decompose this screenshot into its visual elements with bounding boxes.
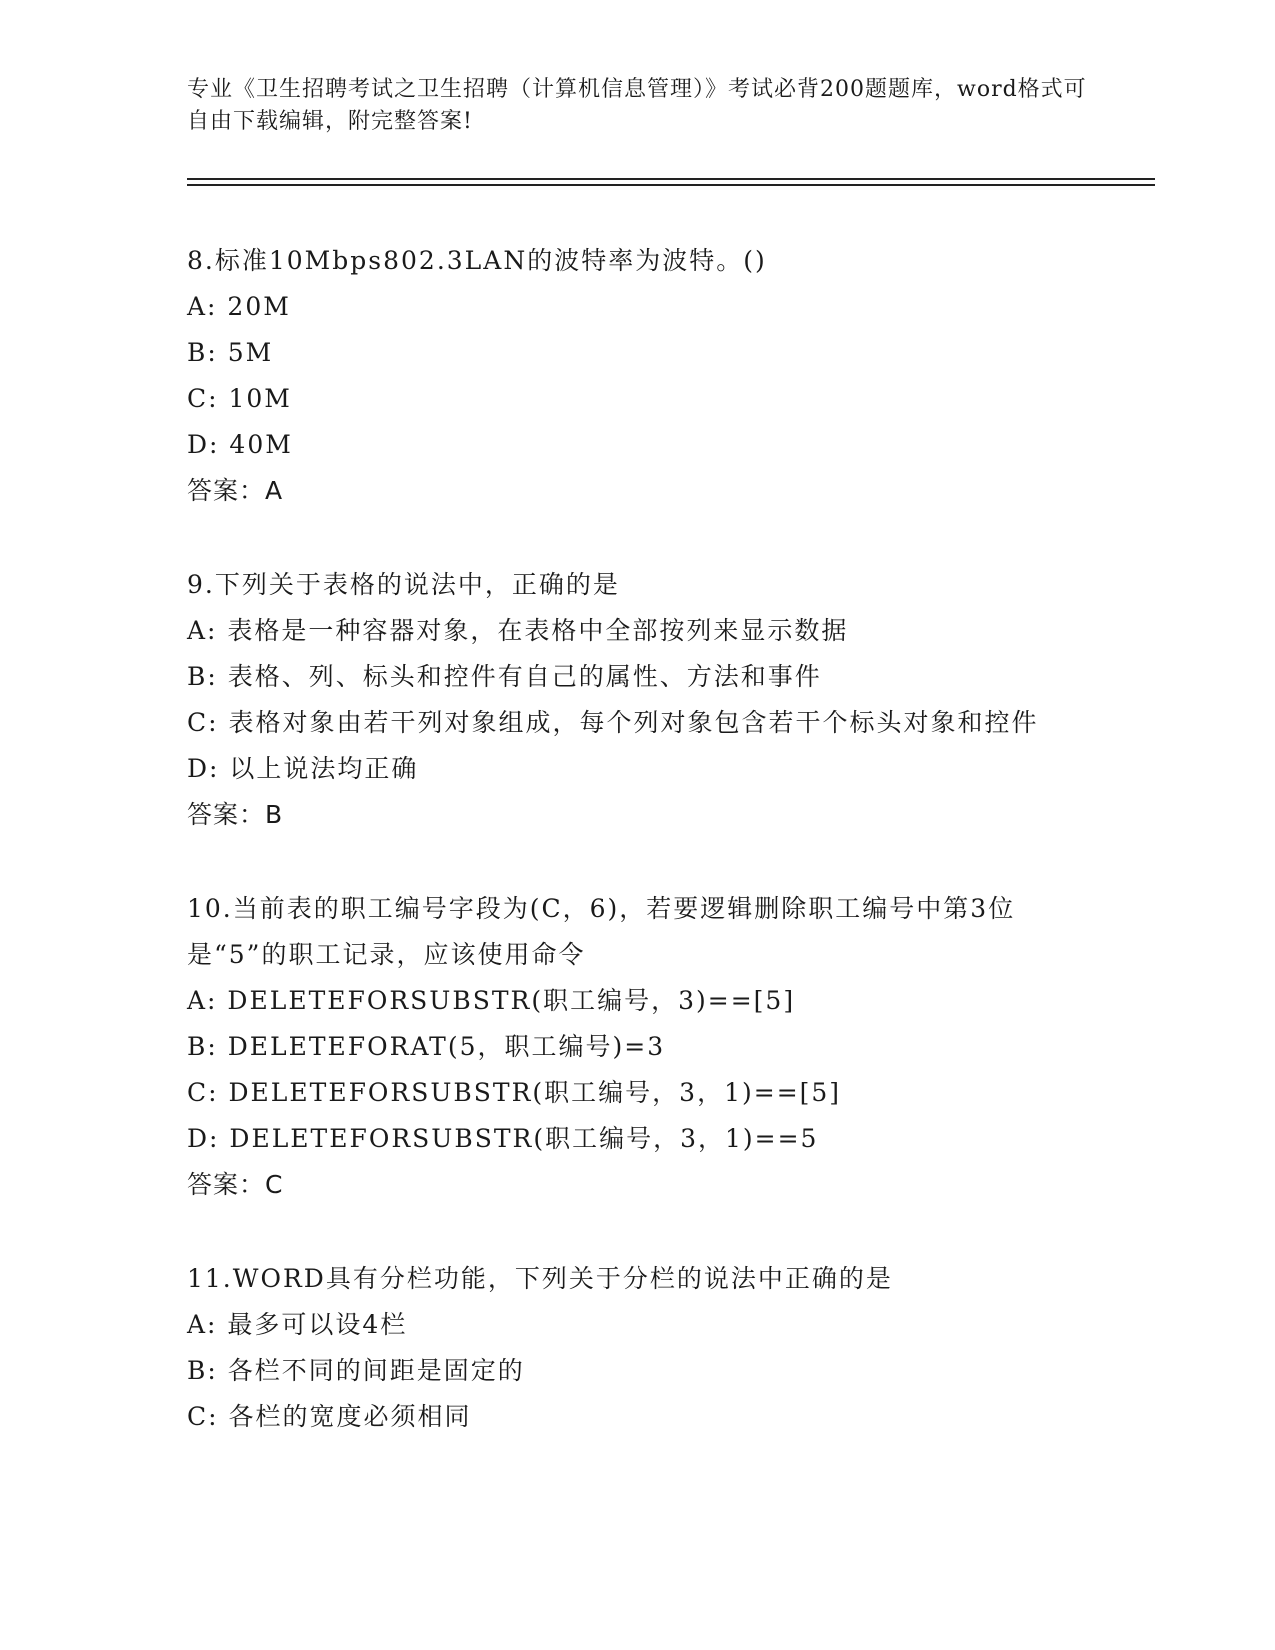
option-b: B: 表格、列、标头和控件有自己的属性、方法和事件 — [187, 662, 822, 691]
option-c: C: 10M — [187, 384, 292, 413]
question-11 — [187, 1256, 1087, 1440]
document-header: 专业《卫生招聘考试之卫生招聘（计算机信息管理）》考试必背200题题库，word格式可自由下载编辑，附完整答案! — [187, 77, 1087, 134]
option-d: D: 40M — [187, 430, 293, 459]
option-c: C: 各栏的宽度必须相同 — [187, 1402, 472, 1431]
option-d: D: 以上说法均正确 — [187, 754, 419, 783]
header-rule-top — [187, 178, 1155, 180]
question-stem: 10.当前表的职工编号字段为(C，6)，若要逻辑删除职工编号中第3位是“5”的职工记录，应该使用命令 — [187, 894, 1016, 969]
header-rule-bottom — [187, 184, 1155, 186]
answer-label: 答案：A — [187, 476, 284, 505]
question-stem: 9.下列关于表格的说法中，正确的是 — [187, 570, 620, 599]
option-b: B: 各栏不同的间距是固定的 — [187, 1356, 525, 1385]
question-9 — [187, 562, 1087, 838]
option-a: A: DELETEFORSUBSTR(职工编号，3)==[5] — [187, 986, 796, 1015]
answer-label: 答案：C — [187, 1170, 284, 1199]
question-10 — [187, 886, 1087, 1208]
option-c: C: DELETEFORSUBSTR(职工编号，3，1)==[5] — [187, 1078, 842, 1107]
option-a: A: 最多可以设4栏 — [187, 1310, 408, 1339]
question-stem: 11.WORD具有分栏功能，下列关于分栏的说法中正确的是 — [187, 1264, 893, 1293]
answer-label: 答案：B — [187, 800, 284, 829]
option-c: C: 表格对象由若干列对象组成，每个列对象包含若干个标头对象和控件 — [187, 708, 1039, 737]
option-a: A: 表格是一种容器对象，在表格中全部按列来显示数据 — [187, 616, 849, 645]
question-8 — [187, 238, 1087, 514]
option-b: B: 5M — [187, 338, 274, 367]
option-a: A: 20M — [187, 292, 291, 321]
question-stem: 8.标准10Mbps802.3LAN的波特率为波特。() — [187, 246, 767, 275]
question-list — [187, 238, 1087, 1488]
option-d: D: DELETEFORSUBSTR(职工编号，3，1)==5 — [187, 1124, 819, 1153]
option-b: B: DELETEFORAT(5，职工编号)=3 — [187, 1032, 666, 1061]
